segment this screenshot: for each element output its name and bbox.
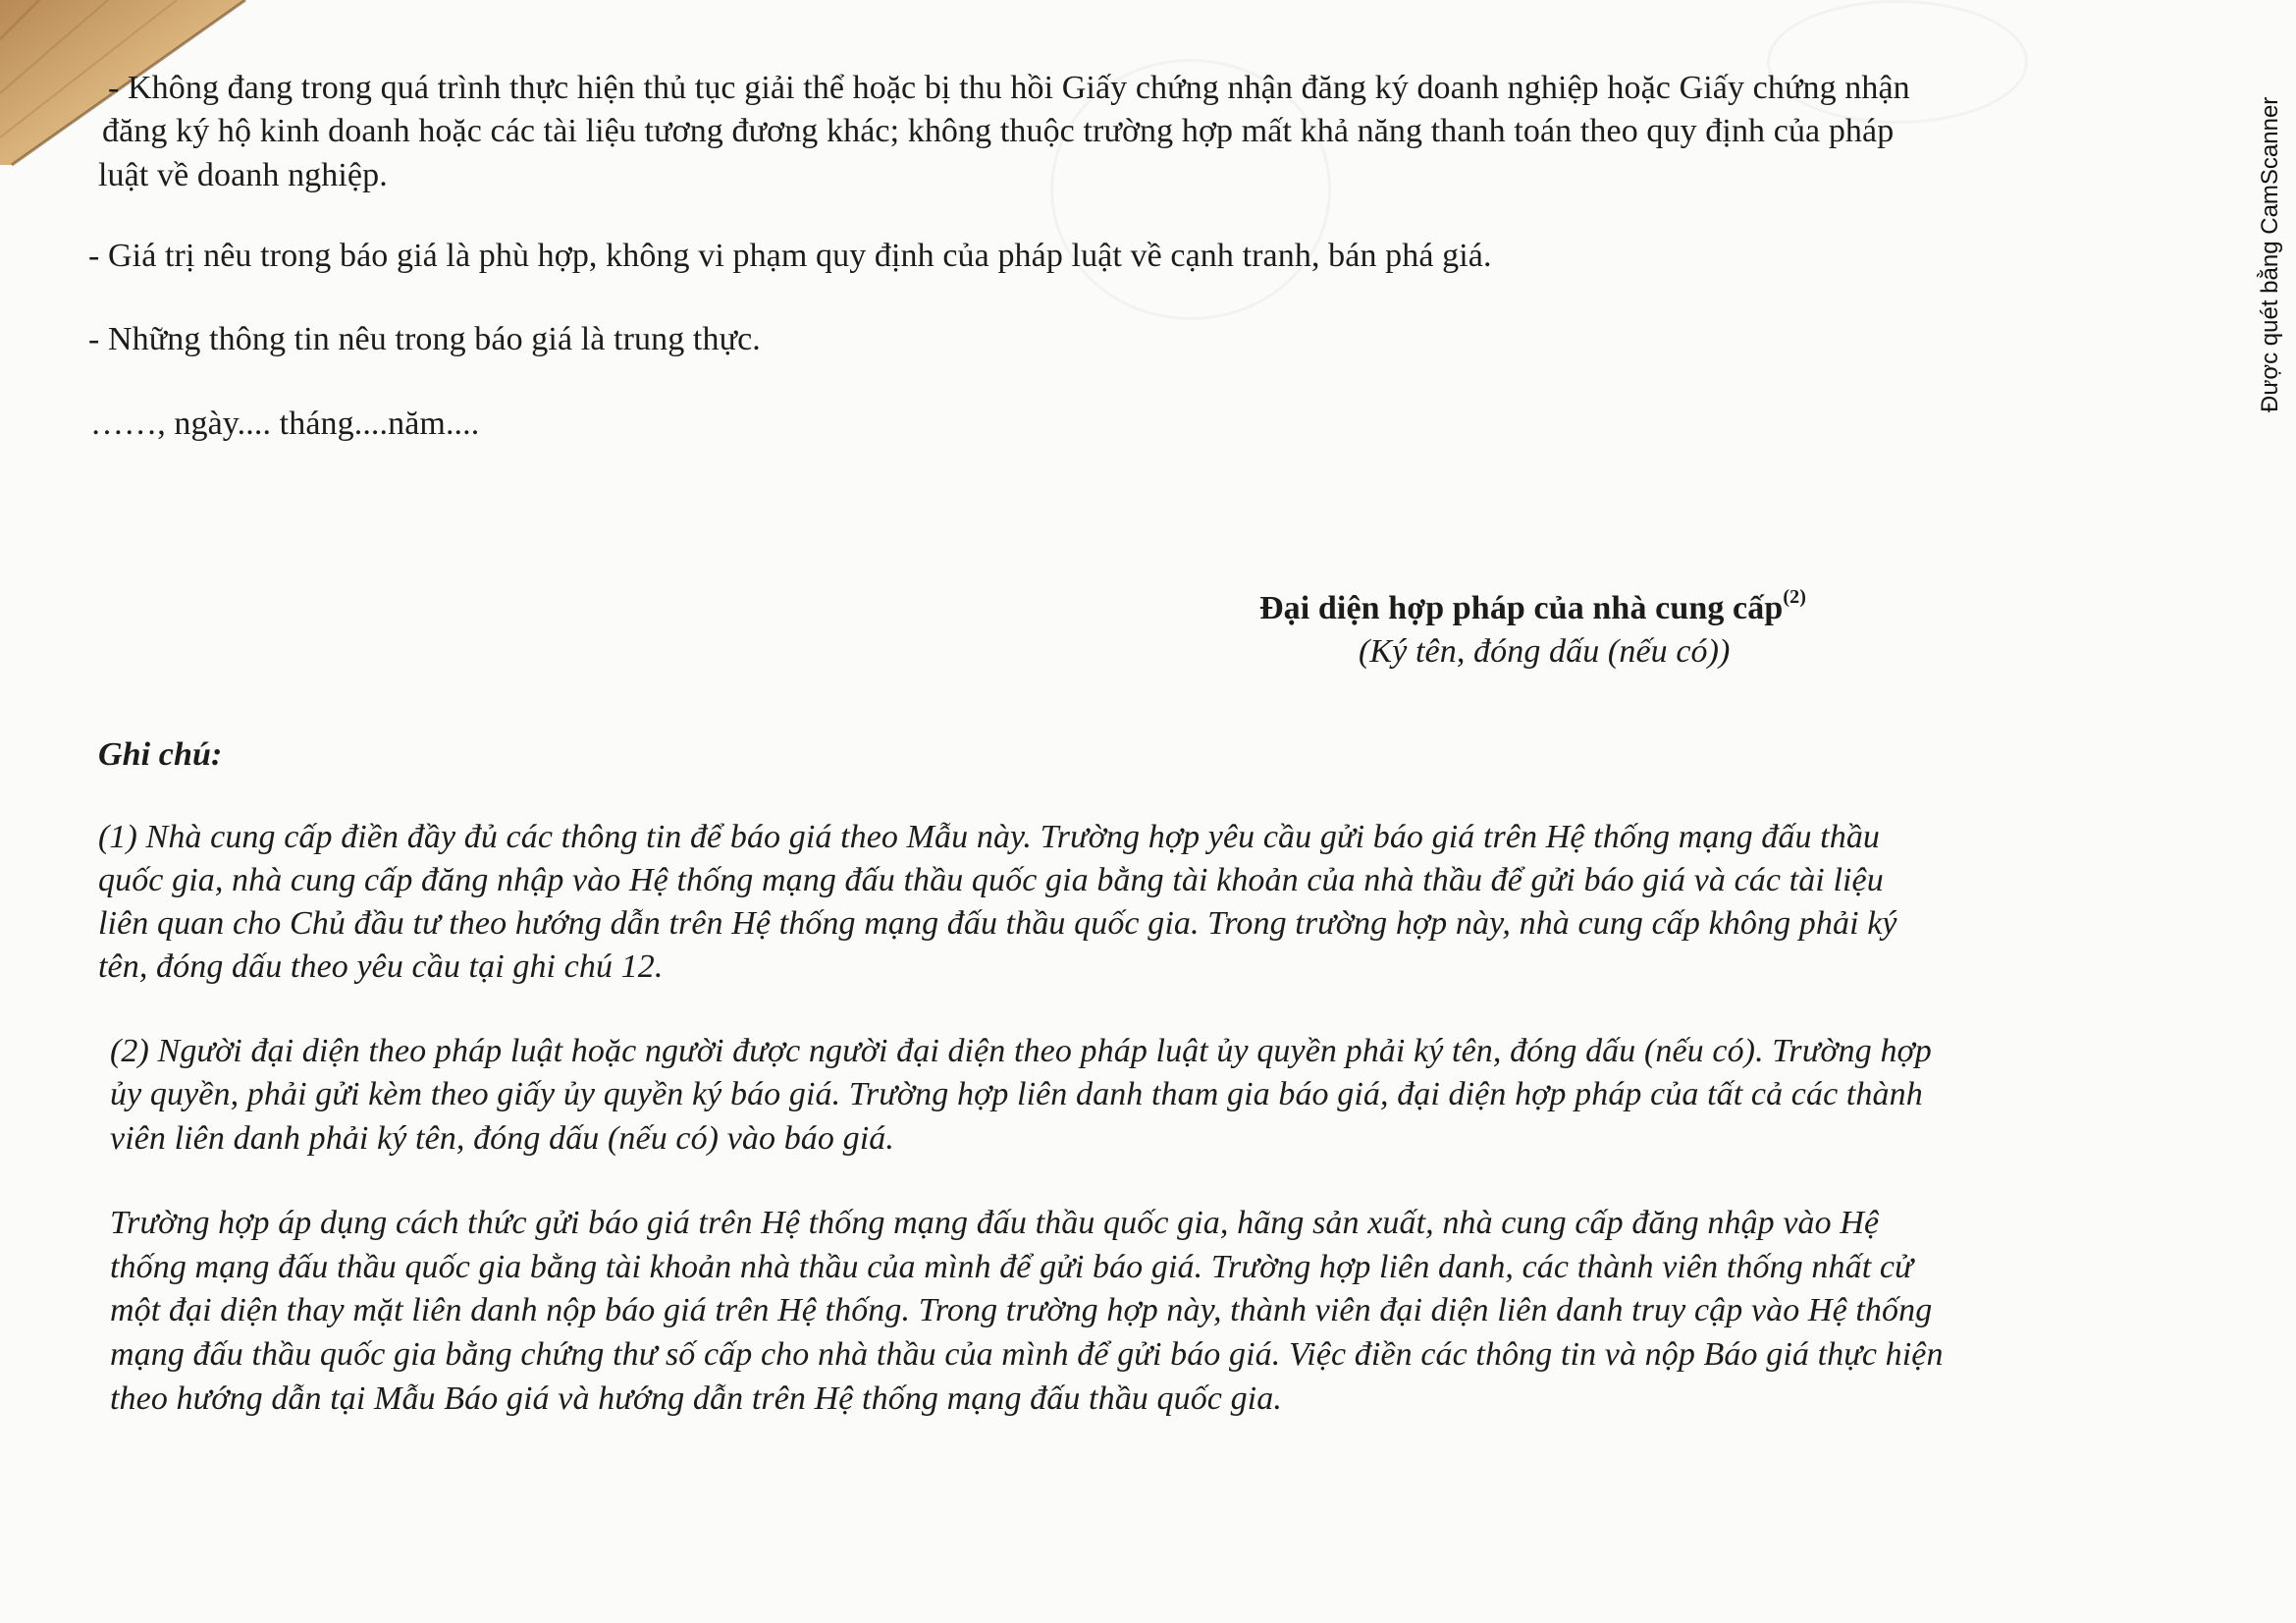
date-line: ……, ngày.... tháng....năm.... bbox=[90, 406, 480, 442]
note-2-line: ủy quyền, phải gửi kèm theo giấy ủy quyền ký báo giá. Trường hợp liên danh tham gia báo giá, đại diện hợp pháp của tất cả các thành bbox=[110, 1076, 1923, 1112]
note-3-line: thống mạng đấu thầu quốc gia bằng tài khoản nhà thầu của mình để gửi báo giá. Trường hợp liên danh, các thành viên thống nhất cử bbox=[110, 1249, 1913, 1285]
declaration-line: - Không đang trong quá trình thực hiện thủ tục giải thể hoặc bị thu hồi Giấy chứng nhận đăng ký doanh nghiệp hoặc Giấy chứng nhận bbox=[108, 70, 1910, 106]
signature-title-ref: (2) bbox=[1783, 585, 1806, 608]
declaration-price: - Giá trị nêu trong báo giá là phù hợp, không vi phạm quy định của pháp luật về cạnh tranh, bán phá giá. bbox=[88, 238, 1492, 274]
signature-title-text: Đại diện hợp pháp của nhà cung cấp bbox=[1259, 590, 1784, 626]
declaration-line: luật về doanh nghiệp. bbox=[98, 157, 388, 193]
note-1-line: (1) Nhà cung cấp điền đầy đủ các thông tin để báo giá theo Mẫu này. Trường hợp yêu cầu gửi báo giá trên Hệ thống mạng đấu thầu bbox=[98, 819, 1881, 855]
note-3-line: theo hướng dẫn tại Mẫu Báo giá và hướng dẫn trên Hệ thống mạng đấu thầu quốc gia. bbox=[110, 1380, 1282, 1417]
declaration-line: đăng ký hộ kinh doanh hoặc các tài liệu tương đương khác; không thuộc trường hợp mất khả năng thanh toán theo quy định của pháp bbox=[102, 113, 1895, 149]
note-3-line: Trường hợp áp dụng cách thức gửi báo giá trên Hệ thống mạng đấu thầu quốc gia, hãng sản xuất, nhà cung cấp đăng nhập vào Hệ bbox=[110, 1205, 1880, 1241]
note-1-line: tên, đóng dấu theo yêu cầu tại ghi chú 12. bbox=[98, 948, 664, 985]
note-3-line: mạng đấu thầu quốc gia bằng chứng thư số cấp cho nhà thầu của mình để gửi báo giá. Việc điền các thông tin và nộp Báo giá thực hiện bbox=[110, 1336, 1944, 1373]
declaration-truthful: - Những thông tin nêu trong báo giá là trung thực. bbox=[88, 321, 761, 357]
signature-subtitle: (Ký tên, đóng dấu (nếu có)) bbox=[1359, 633, 1731, 670]
note-3-line: một đại diện thay mặt liên danh nộp báo giá trên Hệ thống. Trong trường hợp này, thành viên đại diện liên danh truy cập vào Hệ thống bbox=[110, 1292, 1933, 1328]
notes-heading: Ghi chú: bbox=[98, 736, 223, 773]
camscanner-watermark: Được quét bằng CamScanner bbox=[2257, 96, 2283, 412]
note-2-line: viên liên danh phải ký tên, đóng dấu (nếu có) vào báo giá. bbox=[110, 1120, 894, 1157]
note-2-line: (2) Người đại diện theo pháp luật hoặc người được người đại diện theo pháp luật ủy quyền phải ký tên, đóng dấu (nếu có). Trường hợp bbox=[110, 1033, 1932, 1069]
note-1-line: quốc gia, nhà cung cấp đăng nhập vào Hệ thống mạng đấu thầu quốc gia bằng tài khoản của nhà thầu để gửi báo giá và các tài liệu bbox=[98, 862, 1884, 898]
note-1-line: liên quan cho Chủ đầu tư theo hướng dẫn trên Hệ thống mạng đấu thầu quốc gia. Trong trường hợp này, nhà cung cấp không phải ký bbox=[98, 905, 1897, 942]
signature-title bbox=[1259, 586, 1806, 630]
